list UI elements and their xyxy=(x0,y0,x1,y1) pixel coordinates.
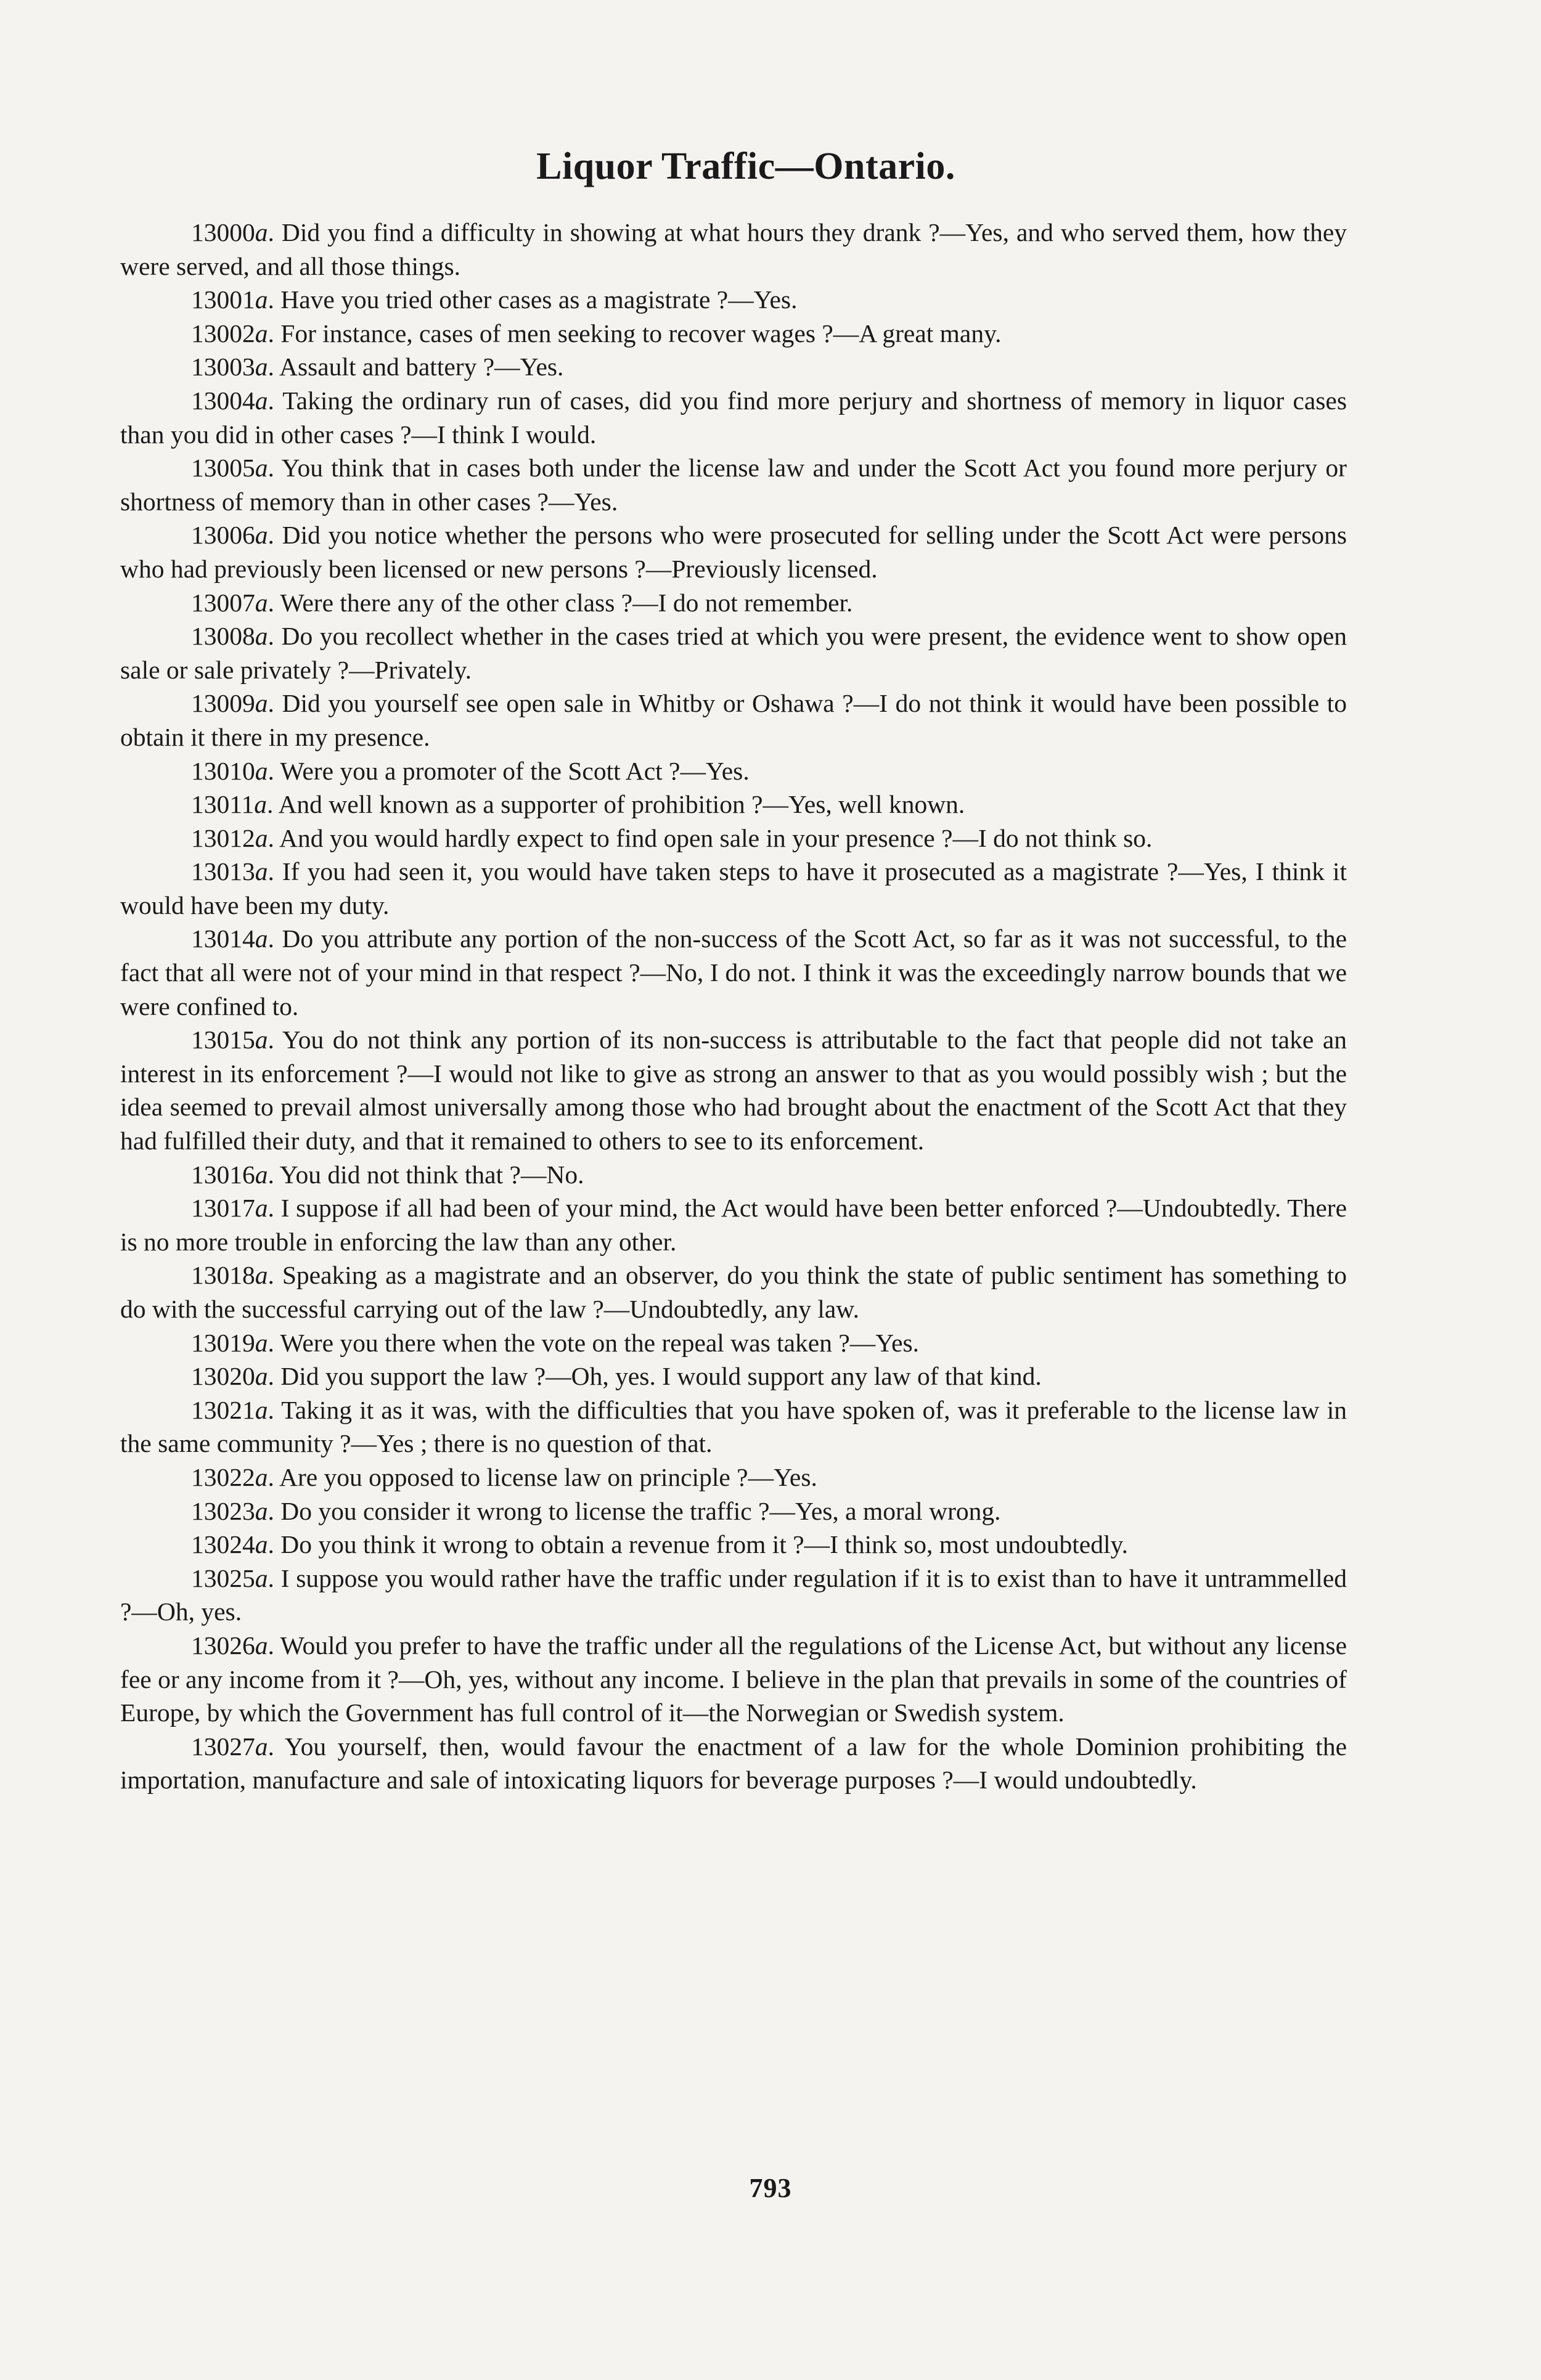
entry-number: 13002a. xyxy=(191,319,281,348)
testimony-entry xyxy=(120,1393,1347,1461)
entry-number: 13003a. xyxy=(191,353,279,381)
entry-number: 13023a. xyxy=(191,1496,281,1525)
entry-text: Speaking as a magistrate and an observer, do you think the state of public sentiment has something to do with the successful carrying out of the law ?—Undoubtedly, any law. xyxy=(120,1261,1347,1323)
entry-text: If you had seen it, you would have taken steps to have it prosecuted as a magistrate ?—Yes, I think it would have been my duty. xyxy=(120,857,1347,919)
testimony-entry xyxy=(120,1461,1347,1494)
testimony-entry xyxy=(120,350,1347,384)
entry-number: 13022a. xyxy=(191,1462,279,1491)
entry-number: 13000a. xyxy=(191,218,282,247)
entry-text: Are you opposed to license law on principle ?—Yes. xyxy=(279,1462,817,1491)
entry-text: You do not think any portion of its non-success is attributable to the fact that people did not take an interest in its enforcement ?—I would not like to give as strong an answer to that as you would possibly wish ; but the idea seemed to prevail almost universally among those who had brought about the enactment of the Scott Act that they had fulfilled their duty, and that it remained to others to see to its enforcement. xyxy=(120,1025,1347,1155)
entry-number: 13020a. xyxy=(191,1362,281,1391)
entry-number: 13021a. xyxy=(191,1395,282,1424)
testimony-entry xyxy=(120,1258,1347,1326)
entry-text: Assault and battery ?—Yes. xyxy=(279,353,564,381)
testimony-entry xyxy=(120,821,1347,855)
entry-text: Were you there when the vote on the repeal was taken ?—Yes. xyxy=(280,1328,920,1357)
testimony-entry xyxy=(120,518,1347,585)
entry-text: You did not think that ?—No. xyxy=(279,1160,584,1189)
entry-number: 13018a. xyxy=(191,1261,282,1290)
entry-text: Taking the ordinary run of cases, did you find more perjury and shortness of memory in liquor cases than you did in other cases ?—I think I would. xyxy=(120,386,1347,449)
testimony-entry xyxy=(120,1730,1347,1797)
entry-number: 13011a. xyxy=(191,790,279,819)
entry-text: I suppose you would rather have the traffic under regulation if it is to exist than to have it untrammelled ?—Oh, yes. xyxy=(120,1563,1347,1626)
testimony-entry xyxy=(120,384,1347,451)
document-page xyxy=(120,142,1347,1797)
entry-text: You think that in cases both under the license law and under the Scott Act you found more perjury or shortness of memory than in other cases ?—Yes. xyxy=(120,454,1347,516)
testimony-entry xyxy=(120,1562,1347,1629)
testimony-entry xyxy=(120,586,1347,620)
testimony-entry xyxy=(120,283,1347,317)
testimony-entry xyxy=(120,1528,1347,1562)
entry-number: 13025a. xyxy=(191,1563,281,1592)
testimony-entry xyxy=(120,754,1347,788)
testimony-entry xyxy=(120,216,1347,283)
entry-number: 13006a. xyxy=(191,521,282,550)
page-number: 793 xyxy=(749,2173,792,2203)
entry-number: 13004a. xyxy=(191,386,283,415)
entry-text: Taking it as it was, with the difficulties that you have spoken of, was it preferable to the license law in the same community ?—Yes ; there is no question of that. xyxy=(120,1395,1347,1458)
page-title: Liquor Traffic—Ontario. xyxy=(536,145,955,187)
entry-number: 13008a. xyxy=(191,622,282,651)
testimony-entry xyxy=(120,1629,1347,1730)
entry-number: 13019a. xyxy=(191,1328,280,1357)
entry-text: Did you notice whether the persons who were prosecuted for selling under the Scott Act were persons who had previously been licensed or new persons ?—Previously licensed. xyxy=(120,521,1347,583)
entry-text: I suppose if all had been of your mind, the Act would have been better enforced ?—Undoubtedly. There is no more trouble in enforcing the law than any other. xyxy=(120,1194,1347,1256)
entry-text: Did you find a difficulty in showing at what hours they drank ?—Yes, and who served them, how they were served, and all those things. xyxy=(120,218,1347,280)
testimony-entry xyxy=(120,922,1347,1023)
entry-text: Do you attribute any portion of the non-success of the Scott Act, so far as it was not successful, to the fact that all were not of your mind in that respect ?—No, I do not. I think it was the exceedingly narrow bounds that we were confined to. xyxy=(120,924,1347,1021)
entry-text: Do you think it wrong to obtain a revenue from it ?—I think so, most undoubtedly. xyxy=(280,1530,1128,1559)
entry-text: And you would hardly expect to find open sale in your presence ?—I do not think so. xyxy=(279,823,1153,852)
entry-number: 13005a. xyxy=(191,454,282,483)
entry-number: 13027a. xyxy=(191,1732,285,1761)
testimony-entry xyxy=(120,1158,1347,1192)
entry-number: 13016a. xyxy=(191,1160,280,1189)
entry-number: 13013a. xyxy=(191,857,282,886)
entry-text: Did you support the law ?—Oh, yes. I would support any law of that kind. xyxy=(280,1362,1042,1391)
testimony-entry xyxy=(120,1191,1347,1258)
entry-number: 13014a. xyxy=(191,924,282,953)
testimony-entry xyxy=(120,855,1347,922)
entry-number: 13024a. xyxy=(191,1530,281,1559)
entry-text: Do you consider it wrong to license the traffic ?—Yes, a moral wrong. xyxy=(280,1496,1001,1525)
testimony-entry xyxy=(120,619,1347,687)
entry-text: You yourself, then, would favour the enactment of a law for the whole Dominion prohibiting the importation, manufacture and sale of intoxicating liquors for beverage purposes ?—I would undoubtedly. xyxy=(120,1732,1347,1795)
entry-text: Do you recollect whether in the cases tried at which you were present, the evidence went to show open sale or sale privately ?—Privately. xyxy=(120,622,1347,684)
testimony-body xyxy=(120,216,1347,1797)
testimony-entry xyxy=(120,317,1347,351)
entry-text: Did you yourself see open sale in Whitby or Oshawa ?—I do not think it would have been possible to obtain it there in my presence. xyxy=(120,689,1347,751)
testimony-entry xyxy=(120,687,1347,754)
entry-number: 13010a. xyxy=(191,756,280,785)
testimony-entry xyxy=(120,788,1347,821)
testimony-entry xyxy=(120,1494,1347,1528)
entry-number: 13007a. xyxy=(191,588,280,617)
entry-text: And well known as a supporter of prohibition ?—Yes, well known. xyxy=(278,790,965,819)
entry-text: Have you tried other cases as a magistrate ?—Yes. xyxy=(280,285,798,314)
entry-number: 13009a. xyxy=(191,689,282,718)
testimony-entry xyxy=(120,451,1347,518)
testimony-entry xyxy=(120,1359,1347,1393)
entry-text: Were there any of the other class ?—I do not remember. xyxy=(280,588,853,617)
entry-text: For instance, cases of men seeking to recover wages ?—A great many. xyxy=(280,319,1002,348)
testimony-entry xyxy=(120,1326,1347,1360)
entry-number: 13026a. xyxy=(191,1631,280,1660)
entry-number: 13017a. xyxy=(191,1194,281,1223)
testimony-entry xyxy=(120,1023,1347,1157)
entry-number: 13001a. xyxy=(191,285,281,314)
entry-number: 13012a. xyxy=(191,823,279,852)
entry-number: 13015a. xyxy=(191,1025,282,1054)
entry-text: Would you prefer to have the traffic under all the regulations of the License Act, but without any license fee or any income from it ?—Oh, yes, without any income. I believe in the plan that prevails in some of the countries of Europe, by which the Government has full control of it—the Norwegian or Swedish system. xyxy=(120,1631,1347,1727)
entry-text: Were you a promoter of the Scott Act ?—Yes. xyxy=(280,756,750,785)
